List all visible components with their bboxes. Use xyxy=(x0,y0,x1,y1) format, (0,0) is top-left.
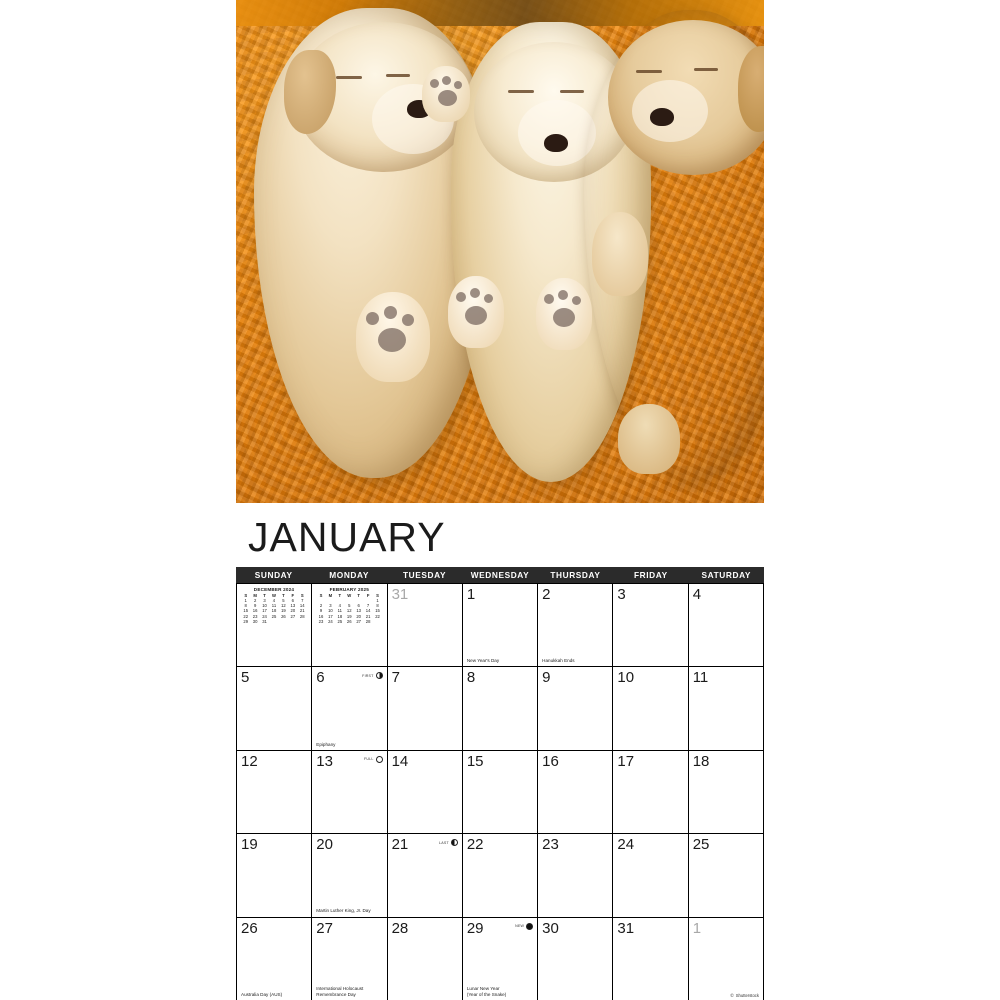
moon-phase-first xyxy=(362,672,382,679)
calendar-day-cell[interactable] xyxy=(689,918,764,1000)
mini-month-day: 21 xyxy=(299,608,305,614)
mini-month-weekday: M xyxy=(328,592,333,598)
mini-month-weekday: T xyxy=(263,592,266,598)
moon-phase-label: FULL xyxy=(363,757,374,762)
calendar-day-cell[interactable] xyxy=(538,751,613,834)
mini-month-day: 27 xyxy=(356,618,362,624)
mini-month-day: 15 xyxy=(375,608,380,614)
calendar-day-cell[interactable] xyxy=(689,834,764,917)
moon-phase-full xyxy=(364,756,383,763)
puppy-right-paw-2 xyxy=(592,212,648,296)
weekday-header-row xyxy=(236,567,764,583)
day-number: 8 xyxy=(466,669,476,687)
mini-month-day: 9 xyxy=(253,603,257,609)
day-number: 7 xyxy=(391,669,400,687)
mini-month-title: FEBRUARY 2025 xyxy=(329,587,369,592)
moon-phase-label: LAST xyxy=(439,840,449,845)
mini-month-weekday: W xyxy=(347,592,352,598)
day-number: 19 xyxy=(241,836,258,854)
calendar-day-cell[interactable] xyxy=(538,834,613,917)
mini-month-day: 30 xyxy=(252,618,258,624)
puppy-middle-snout xyxy=(518,100,596,166)
day-number: 15 xyxy=(466,752,484,770)
mini-month-day: 26 xyxy=(346,618,352,624)
mini-month-day: 22 xyxy=(375,613,380,619)
day-number: 30 xyxy=(542,919,559,937)
calendar-day-cell[interactable] xyxy=(388,667,463,750)
mini-month-day: 22 xyxy=(243,613,249,619)
mini-month-day: 23 xyxy=(318,618,324,624)
day-event-label: Hanukkah Ends xyxy=(542,658,575,664)
calendar-day-cell[interactable] xyxy=(463,834,538,917)
mini-month-next xyxy=(316,587,382,625)
mini-month-day: 17 xyxy=(328,613,333,619)
moon-phase-label: NEW xyxy=(515,924,525,929)
day-number: 4 xyxy=(692,586,702,603)
puppy-left-eye-2 xyxy=(386,74,410,77)
puppy-right-ear xyxy=(738,46,764,132)
puppies-photo xyxy=(236,0,764,503)
mini-month-day: 16 xyxy=(252,608,258,614)
calendar-day-cell[interactable] xyxy=(388,584,463,667)
mini-month-day: 12 xyxy=(346,608,352,614)
day-number: 2 xyxy=(542,586,551,603)
calendar-day-cell[interactable] xyxy=(689,584,764,667)
mini-month-day: 6 xyxy=(291,598,294,604)
mini-month-weekday: S xyxy=(244,592,248,598)
weekday-header-friday: FRIDAY xyxy=(633,570,668,580)
mini-month-day: 14 xyxy=(365,608,371,614)
moon-phase-last xyxy=(439,839,458,846)
day-number: 18 xyxy=(692,752,710,770)
moon-phase-new xyxy=(515,923,533,930)
moon-phase-label: FIRST xyxy=(362,673,374,678)
mini-month-weekday: T xyxy=(282,592,285,598)
calendar-day-cell[interactable] xyxy=(613,584,688,667)
moon-phase-icon xyxy=(451,839,458,846)
day-number: 31 xyxy=(617,919,635,937)
mini-month-day xyxy=(269,619,278,624)
copyright-icon: © xyxy=(730,993,734,998)
mini-month-day: 21 xyxy=(365,613,371,619)
mini-month-weekday: S xyxy=(376,592,379,598)
mini-month-day xyxy=(279,619,288,624)
mini-month-day: 6 xyxy=(357,603,360,609)
day-number: 11 xyxy=(692,669,709,687)
mini-month-day: 29 xyxy=(243,618,249,624)
mini-month-day: 18 xyxy=(337,613,343,619)
calendar-day-cell[interactable] xyxy=(237,834,312,917)
mini-month-day: 5 xyxy=(282,598,285,604)
day-number: 1 xyxy=(692,919,702,937)
mini-month-day xyxy=(288,619,297,624)
calendar-day-cell[interactable] xyxy=(463,751,538,834)
day-number: 24 xyxy=(617,836,635,854)
puppy-right-head xyxy=(608,20,764,175)
calendar-day-cell[interactable] xyxy=(463,584,538,667)
calendar-day-cell[interactable] xyxy=(689,751,764,834)
day-number: 25 xyxy=(692,836,710,854)
mini-months-container xyxy=(316,587,382,625)
puppy-right-nose xyxy=(650,108,674,126)
puppy-left-paw-pads xyxy=(362,306,424,368)
calendar-day-cell[interactable] xyxy=(538,667,613,750)
day-number: 17 xyxy=(617,752,635,770)
calendar-day-cell[interactable] xyxy=(312,751,387,834)
calendar-day-cell[interactable] xyxy=(613,751,688,834)
calendar-day-cell[interactable] xyxy=(237,584,312,667)
mini-months-container xyxy=(241,587,307,625)
mini-month-day: 19 xyxy=(346,613,352,619)
day-number: 12 xyxy=(241,752,258,770)
mini-month-day: 12 xyxy=(281,603,286,609)
day-event-label: International Holocaust Remembrance Day xyxy=(316,985,364,997)
day-grid xyxy=(236,583,764,1000)
weekday-header-tuesday: TUESDAY xyxy=(403,570,447,580)
mini-month-day: 15 xyxy=(243,608,249,614)
moon-phase-icon xyxy=(376,672,383,679)
puppy-middle-paw-pads xyxy=(454,288,500,340)
photo-credit-text: Shutterstock xyxy=(735,993,759,998)
mini-month-weekday: S xyxy=(300,592,304,598)
puppy-right-eye-1 xyxy=(636,70,662,73)
calendar-day-cell[interactable] xyxy=(538,584,613,667)
day-number: 26 xyxy=(241,919,258,937)
mini-month-day: 13 xyxy=(290,603,296,609)
mini-month-day: 11 xyxy=(337,608,343,614)
puppy-left-eye-1 xyxy=(336,76,362,79)
mini-month-day: 1 xyxy=(376,598,379,604)
day-number: 16 xyxy=(542,752,559,770)
puppy-middle-raised-paw-pads xyxy=(428,76,468,116)
mini-month-weekday: T xyxy=(357,592,360,598)
day-event-label: Lunar New Year (Year of the Snake) xyxy=(466,985,507,997)
mini-month-day: 28 xyxy=(299,613,305,619)
day-event-label: Martin Luther King, Jr. Day xyxy=(316,908,371,914)
mini-month-day: 27 xyxy=(290,613,296,619)
mini-month-weekday: M xyxy=(253,592,257,598)
mini-month-day: 7 xyxy=(301,598,304,604)
day-number: 13 xyxy=(316,752,333,770)
calendar-day-cell[interactable] xyxy=(463,667,538,750)
mini-month-day: 14 xyxy=(299,603,305,609)
mini-month-day: 4 xyxy=(272,598,276,604)
mini-month-day: 2 xyxy=(319,603,323,609)
mini-month-weekday: F xyxy=(366,592,370,598)
puppy-right-paw-1-pads xyxy=(542,290,588,342)
mini-month-day: 28 xyxy=(365,618,371,624)
calendar-day-cell[interactable] xyxy=(613,834,688,917)
photo-credit xyxy=(730,993,759,998)
calendar-grid-section xyxy=(236,503,764,1000)
calendar-day-cell[interactable] xyxy=(388,918,463,1000)
moon-phase-icon xyxy=(376,756,383,763)
mini-month-day: 16 xyxy=(318,613,324,619)
mini-month-day: 24 xyxy=(328,618,333,624)
day-number: 5 xyxy=(241,669,250,687)
mini-month-day: 3 xyxy=(263,598,266,604)
puppy-middle-eye-1 xyxy=(508,90,534,93)
mini-month-day: 10 xyxy=(262,603,267,609)
day-event-label: Australia Day (AUS) xyxy=(241,991,283,997)
mini-month-day: 10 xyxy=(328,608,333,614)
calendar-day-cell[interactable] xyxy=(463,918,538,1000)
mini-month-day: 11 xyxy=(271,603,277,609)
mini-month-day: 23 xyxy=(252,613,258,619)
mini-month-day: 13 xyxy=(356,608,362,614)
puppy-right-eye-2 xyxy=(694,68,718,71)
mini-month-day: 20 xyxy=(356,613,362,619)
day-number: 29 xyxy=(466,919,484,937)
calendar-day-cell[interactable] xyxy=(237,918,312,1000)
mini-month-day: 25 xyxy=(271,613,277,619)
calendar-day-cell[interactable] xyxy=(538,918,613,1000)
day-number: 31 xyxy=(391,586,409,603)
calendar-day-cell[interactable] xyxy=(312,584,387,667)
mini-month-day: 2 xyxy=(253,598,257,604)
puppy-left-ear xyxy=(284,50,336,134)
day-number: 14 xyxy=(391,752,409,770)
day-number: 20 xyxy=(316,836,333,854)
calendar-day-cell[interactable] xyxy=(237,667,312,750)
mini-month-day: 17 xyxy=(262,608,267,614)
mini-month-day: 4 xyxy=(338,603,341,609)
mini-month-weekday: T xyxy=(338,592,342,598)
mini-month-day: 19 xyxy=(281,608,286,614)
mini-month-day: 8 xyxy=(376,603,379,609)
calendar-day-cell[interactable] xyxy=(312,918,387,1000)
mini-month-day: 25 xyxy=(337,618,343,624)
mini-month-previous xyxy=(241,587,307,625)
weekday-header-thursday: THURSDAY xyxy=(550,570,601,580)
day-number: 3 xyxy=(617,586,626,603)
puppy-right-rear-paw xyxy=(618,404,680,474)
mini-month-day: 18 xyxy=(271,608,277,614)
day-event-label: Epiphany xyxy=(316,741,336,747)
mini-month-weekday: F xyxy=(291,592,295,598)
month-title: JANUARY xyxy=(248,514,446,560)
day-number: 1 xyxy=(466,586,476,603)
mini-month-day: 20 xyxy=(290,608,296,614)
day-number: 23 xyxy=(542,836,559,854)
day-event-label: New Year's Day xyxy=(466,658,500,664)
weekday-header-wednesday: WEDNESDAY xyxy=(470,570,530,580)
mini-month-day: 7 xyxy=(366,603,370,609)
calendar-day-cell[interactable] xyxy=(312,834,387,917)
day-number: 22 xyxy=(466,836,484,854)
calendar-day-cell[interactable] xyxy=(388,751,463,834)
day-number: 9 xyxy=(542,669,551,687)
mini-month-weekday: W xyxy=(272,592,276,598)
mini-month-day: 9 xyxy=(319,608,323,614)
calendar-day-cell[interactable] xyxy=(312,667,387,750)
mini-month-weekday: S xyxy=(319,592,323,598)
day-number: 27 xyxy=(316,919,333,937)
weekday-header-monday: MONDAY xyxy=(329,570,369,580)
mini-month-day xyxy=(298,619,307,624)
mini-month-day: 26 xyxy=(281,613,286,619)
calendar-day-cell[interactable] xyxy=(388,834,463,917)
mini-month-day: 8 xyxy=(244,603,247,609)
calendar-day-cell[interactable] xyxy=(689,667,764,750)
mini-month-day: 3 xyxy=(329,603,332,609)
day-number: 21 xyxy=(391,836,409,854)
day-number: 6 xyxy=(316,669,325,687)
mini-month-day: 24 xyxy=(262,613,267,619)
day-number: 10 xyxy=(617,669,635,687)
mini-month-day: 1 xyxy=(244,598,247,604)
calendar-day-cell[interactable] xyxy=(613,918,688,1000)
mini-month-title: DECEMBER 2024 xyxy=(253,587,295,592)
puppy-middle-nose xyxy=(544,134,568,152)
day-number: 28 xyxy=(391,919,409,937)
moon-phase-icon xyxy=(526,923,533,930)
mini-month-day: 5 xyxy=(348,603,351,609)
mini-month-day: 31 xyxy=(262,618,267,624)
puppy-middle-eye-2 xyxy=(560,90,584,93)
calendar-day-cell[interactable] xyxy=(237,751,312,834)
weekday-header-sunday: SUNDAY xyxy=(254,570,293,580)
calendar-day-cell[interactable] xyxy=(613,667,688,750)
mini-month-day xyxy=(373,619,382,624)
weekday-header-saturday: SATURDAY xyxy=(701,570,752,580)
